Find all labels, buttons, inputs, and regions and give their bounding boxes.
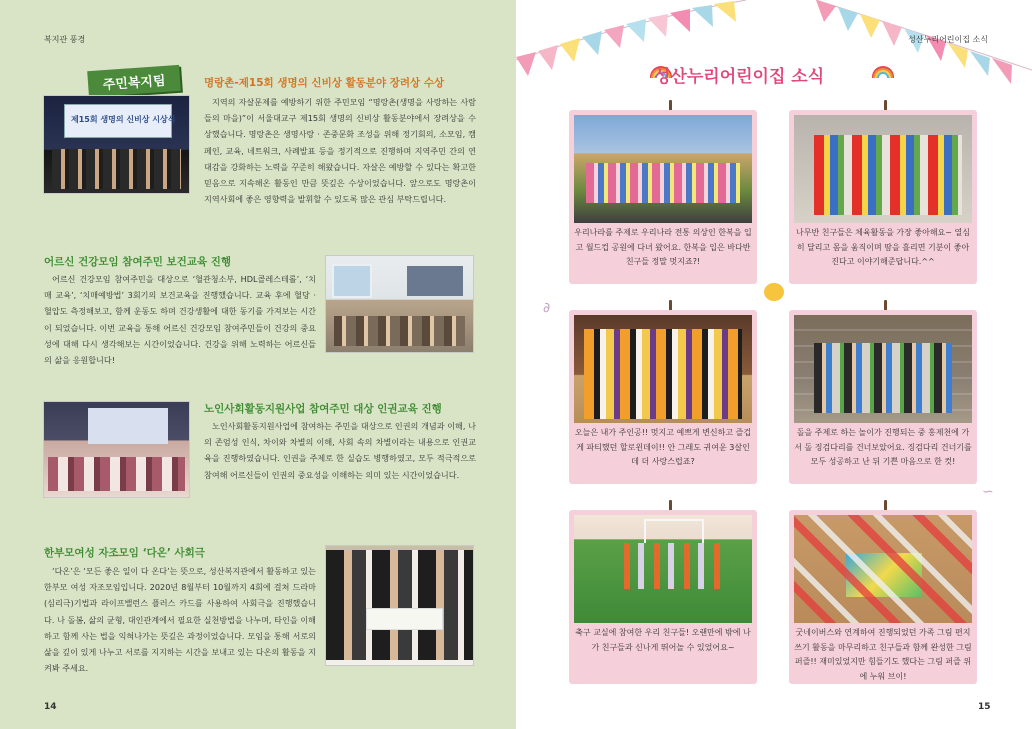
exercise-photo	[794, 115, 972, 223]
article-body-2: 어르신 건강모임 참여주민을 대상으로 ‘혈관청소부, HDL콜레스테롤’, ‘치매 교육’, ‘치매예방법’ 3회기의 보건교육을 진행했습니다. 교육 후에 혈당 · 혈압도 측정해보고, 함께 운동도 하며 건강생활에 대한 동기를 가져보는 시간이 되었습니다. 이번 교육을 통해 어르신 건강모임 참여주민들이 건강의 중요성에 대해 다시 생각해보는 시간이었습니다. 건강을 위해 노력하는 어르신들의 삶을 응원합니다!	[44, 274, 316, 366]
group-participants	[326, 550, 473, 660]
participants-at-desks	[48, 457, 185, 491]
soccer-photo	[574, 515, 752, 623]
children-in-hanbok	[586, 163, 740, 203]
page-number-right: 15	[978, 702, 991, 712]
photo-card-puzzle	[789, 510, 977, 684]
award-recipients	[52, 149, 181, 189]
children-playing-soccer	[614, 543, 722, 589]
ceremony-banner	[64, 104, 176, 138]
article-body-1: 지역의 자살문제를 예방하기 위한 주민모임 “명랑촌(생명을 사랑하는 사람들의 마을)”이 서울대교구 제15회 생명의 신비상 활동분야에서 장려상을 수상했습니다. 명랑촌은 생명사랑 · 존중문화 조성을 위해 정기회의, 소모임, 캠페인, 교육, 네트워크, 사례발표 등을 정기적으로 진행하며 지역주민 간의 연대감을 강화하는 노력을 꾸준히 해왔습니다. 자살은 예방할 수 있다는 확고한 믿음으로 지속해온 활동인 만큼 뜻깊은 수상이었습니다. 앞으로도 명랑촌이 지역사회에 좋은 영향력을 발휘할 수 있도록 많은 관심 부탁드립니다.	[204, 97, 476, 205]
section-tag: 주민복지팀	[87, 65, 181, 97]
children-exercising	[814, 135, 962, 215]
human-rights-education-photo	[43, 401, 190, 498]
caption-hanbok: 우리나라를 주제로 우리나라 전통 의상인 한복을 입고 월드컵 공원에 다녀 왔어요. 한복을 입은 바다반 친구들 정말 멋지죠?!	[574, 228, 752, 266]
caption-exercise: 나무반 친구들은 체육활동을 가장 좋아해요~ 열심히 달리고 몸을 움직이며 땀을 흘리면 기분이 좋아진다고 이야기해준답니다.^^	[796, 228, 970, 266]
puzzle-photo	[794, 515, 972, 623]
squiggle-decoration-left: ∂	[543, 300, 551, 316]
children-on-steps	[814, 343, 952, 413]
health-education-photo	[325, 255, 474, 353]
caption-stepping-stones: 돌을 주제로 하는 놀이가 진행되는 중 홍제천에 가서 돌 징검다리를 건너보았어요. 징검다리 건너기를 모두 성공하고 난 뒤 기쁜 마음으로 한 컷!	[794, 428, 972, 466]
hanbok-park-photo	[574, 115, 752, 223]
seniors-seated	[334, 316, 465, 346]
squiggle-decoration-right: ∽	[982, 484, 994, 500]
article-title-3: 노인사회활동지원사업 참여주민 대상 인권교육 진행	[204, 403, 442, 415]
soccer-goal	[644, 519, 704, 543]
page-number-left: 14	[44, 702, 57, 712]
children-in-costumes	[584, 329, 742, 419]
caption-soccer: 축구 교실에 참여한 우리 친구들! 오랜만에 밖에 나가 친구들과 신나게 뛰어놀 수 있었어요~	[575, 628, 751, 652]
article-title-4: 한부모여성 자조모임 ‘다온’ 사회극	[44, 547, 205, 559]
projector-screen	[88, 408, 168, 444]
photo-card-halloween	[569, 310, 757, 484]
photo-card-soccer	[569, 510, 757, 684]
article-body-3: 노인사회활동지원사업에 참여하는 주민을 대상으로 인권의 개념과 이해, 나의 존엄성 인식, 차이와 차별의 이해, 사회 속의 차별이라는 내용으로 인권교육을 진행하였습니다. 인권을 주제로 한 실습도 병행하였고, 모두 적극적으로 참여해 어르신들이 인권의 중요성을 이해하는 의미 있는 시간이었습니다.	[204, 421, 476, 480]
stepping-stones-photo	[794, 315, 972, 423]
window	[332, 264, 372, 298]
running-head-left: 복지관 풍경	[44, 35, 86, 44]
smiley-face-icon	[764, 283, 784, 301]
banner-text: 제15회 생명의 신비상 시상식	[71, 115, 176, 124]
sociodrama-photo	[325, 545, 474, 666]
photo-card-hanbok	[569, 110, 757, 284]
caption-halloween: 오늘은 내가 주인공!! 멋지고 예쁘게 변신하고 즐겁게 파티했던 할로윈데이!! 안 그래도 귀여운 3살인데 더 사랑스럽죠?	[574, 428, 752, 466]
photo-card-exercise	[789, 110, 977, 284]
screen	[407, 266, 463, 296]
children-lying-on-puzzle	[794, 515, 972, 623]
card-table	[366, 608, 443, 630]
article-title-1: 명랑촌-제15회 생명의 신비상 활동분야 장려상 수상	[204, 77, 445, 89]
article-body-4: ‘다온’은 ‘모든 좋은 일이 다 온다’는 뜻으로, 성산복지관에서 활동하고 있는 한부모 여성 자조모임입니다. 2020년 8월부터 10월까지 4회에 걸쳐 드라마(심리극)기법과 라이프밸런스 플러스 카드를 사용하여 사회극을 진행했습니다. 나 돌봄, 삶의 균형, 대인관계에서 필요한 실천방법을 나누며, 타인을 이해하고 함께 사는 법을 익혀나가는 뜻깊은 과정이었습니다. 모임을 통해 서로의 삶을 깊이 있게 나누고 서로를 지지하는 시간을 보내고 있는 다온의 활동을 지켜봐 주세요.	[44, 566, 316, 674]
page-headline: 성산누리어린이집 소식	[654, 67, 825, 87]
award-ceremony-photo	[43, 95, 190, 194]
caption-puzzle: 굿네이버스와 연계하여 진행되었던 가족 그림 편지쓰기 활동을 마무리하고 친구들과 함께 완성한 그림 퍼즐!! 재미있었지만 힘들기도 했다는 그림 퍼즐 위에 누워 브이!	[794, 628, 972, 681]
running-head-right: 성산누리어린이집 소식	[908, 35, 988, 44]
photo-card-stepping-stones	[789, 310, 977, 484]
halloween-photo	[574, 315, 752, 423]
article-title-2: 어르신 건강모임 참여주민 보건교육 진행	[44, 256, 232, 268]
